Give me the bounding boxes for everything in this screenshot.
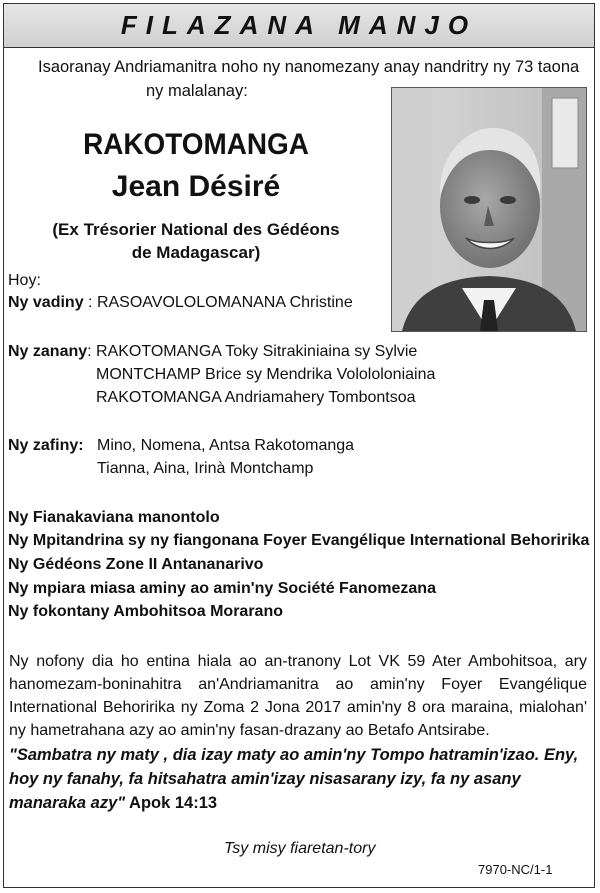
organization-4: Ny mpiara miasa aminy ao amin'ny Société Fanomezana [8, 580, 436, 597]
scripture-quote [9, 743, 589, 815]
organization-3: Ny Gédéons Zone II Antananarivo [8, 556, 264, 573]
children-row [8, 343, 417, 361]
portrait-icon [392, 88, 586, 331]
spouse-separator: : [83, 294, 97, 311]
deceased-surname: RAKOTOMANGA [83, 128, 309, 161]
organization-1: Ny Fianakaviana manontolo [8, 509, 220, 526]
grandchildren-line-2: Tianna, Aina, Irinà Montchamp [97, 460, 314, 477]
child-1: RAKOTOMANGA Toky Sitrakiniaina sy Sylvie [96, 343, 418, 360]
portrait-photo [391, 87, 587, 332]
grandchildren-line-1: Mino, Nomena, Antsa Rakotomanga [97, 437, 355, 454]
spouse-label: Ny vadiny [8, 294, 84, 311]
deceased-title-line-1: (Ex Trésorier National des Gédéons [52, 220, 340, 239]
child-3: RAKOTOMANGA Andriamahery Tombontsoa [96, 389, 416, 406]
deceased-title-line-2: de Madagascar) [131, 243, 261, 262]
intro-line-1: Isaoranay Andriamanitra noho ny nanomezany anay nandritry ny 73 taona [38, 58, 580, 76]
notice-banner [4, 4, 594, 48]
quote-reference: Apok 14:13 [125, 794, 218, 812]
child-2: MONTCHAMP Brice sy Mendrika Volololoniaina [96, 366, 436, 383]
children-label: Ny zanany [8, 343, 88, 360]
intro-line-2: ny malalanay: [146, 82, 248, 100]
spouse-name: RASOAVOLOLOMANANA Christine [96, 294, 353, 311]
announcement-paragraph: Ny nofony dia ho entina hiala ao an-tranony Lot VK 59 Ater Ambohitsoa, ary hanomezam-boninahitra an'Andriamanitra ao amin'ny Foyer Evangélique International Behoririka ny Zoma 2 Jona 2017 amin'ny 8 ora maraina, mialohan' ny hametrahana azy ao amin'ny fasan-drazany ao Betafo Antsirabe. [9, 653, 587, 739]
children-separator: : [87, 343, 97, 360]
grandchildren-label: Ny zafiny: [8, 437, 84, 454]
closing-phrase: Tsy misy fiaretan-tory [224, 840, 376, 857]
banner-title: FILAZANA MANJO [120, 10, 478, 40]
hoy-label: Hoy: [8, 272, 41, 289]
deceased-given-names: Jean Désiré [111, 170, 281, 203]
organization-5: Ny fokontany Ambohitsoa Morarano [8, 603, 283, 620]
spouse-row [8, 294, 353, 312]
reference-code: 7970-NC/1-1 [478, 862, 553, 877]
quote-text: "Sambatra ny maty , dia izay maty ao amin'ny Tompo hatramin'izao. Eny, hoy ny fanahy, fa hitsahatra amin'izay nisasarany izy, fa ny asany manaraka azy" [9, 746, 579, 812]
organization-2: Ny Mpitandrina sy ny fiangonana Foyer Evangélique International Behoririka [8, 532, 590, 549]
